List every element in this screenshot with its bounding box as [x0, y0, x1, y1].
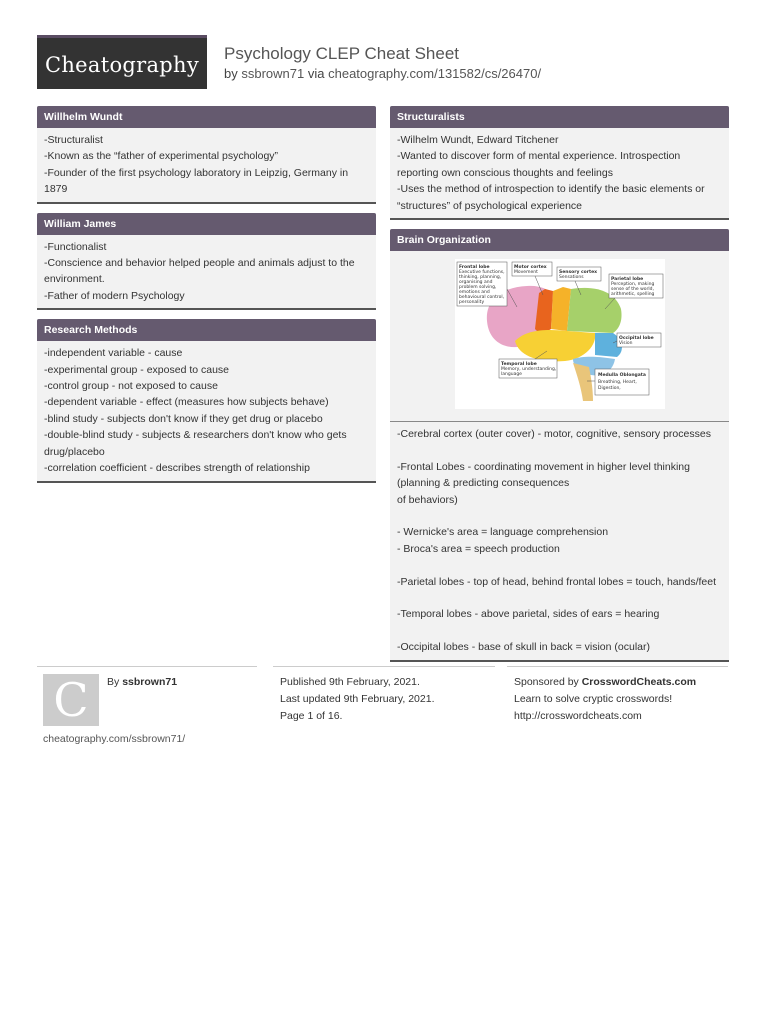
sheet-url-link[interactable]: cheatography.com/131582/cs/26470/ [328, 66, 542, 81]
page-title: Psychology CLEP Cheat Sheet [224, 44, 459, 63]
text-line: (planning & predicting consequences [397, 477, 570, 490]
sensory-cortex-title: Sensory cortex [558, 270, 597, 276]
text-line: - Broca's area = speech production [397, 542, 560, 555]
text-line: -Wanted to discover form of mental experience. Introspection [397, 150, 681, 163]
text-line: 1879 [44, 183, 68, 196]
spacer [397, 590, 722, 606]
section-body [390, 422, 729, 660]
motor-cortex-title: Motor cortex [513, 265, 547, 271]
spacer [397, 557, 722, 573]
text-line: -Functionalist [44, 240, 107, 253]
text-line: -Frontal Lobes - coordinating movement in higher level thinking [397, 460, 690, 473]
text-line: -independent variable - cause [44, 347, 183, 360]
frontal-lobe-desc: organising and [458, 280, 492, 286]
left-column [37, 106, 376, 492]
section-title: Willhelm Wundt [37, 106, 376, 128]
sponsor-tagline: Learn to solve cryptic crosswords! [514, 692, 673, 705]
footer-author [107, 676, 177, 688]
text-line: -correlation coefficient - describes strength of relationship [44, 462, 310, 475]
brain-diagram [455, 259, 665, 409]
text-line: -double-blind study - subjects & researchers don't know who gets [44, 429, 347, 442]
cheatography-logo[interactable] [37, 35, 207, 89]
frontal-lobe-title: Frontal lobe [458, 265, 490, 271]
author-url-link[interactable]: cheatography.com/ssbrown71/ [43, 733, 186, 745]
text-line: -control group - not exposed to cause [44, 380, 218, 393]
frontal-lobe-desc: Executive functions, [458, 270, 504, 276]
text-line: - Wernicke's area = language comprehension [397, 526, 609, 539]
text-line: -Conscience and behavior helped people and animals adjust to the [44, 257, 355, 270]
text-line: -Uses the method of introspection to identify the basic elements or [397, 183, 705, 196]
brain-image-frame [390, 251, 729, 422]
medulla-title: Medulla Oblongata [597, 373, 646, 379]
medulla-desc: Breathing, Heart, [597, 380, 637, 386]
text-line: -Cerebral cortex (outer cover) - motor, cognitive, sensory processes [397, 428, 711, 441]
text-line: of behaviors) [397, 493, 458, 506]
text-line: -experimental group - exposed to cause [44, 363, 230, 376]
sponsor-name[interactable]: CrosswordCheats.com [581, 676, 697, 688]
footer-divider [37, 666, 257, 667]
right-column [390, 106, 729, 671]
temporal-lobe-desc: language [500, 372, 522, 378]
by-label: By [107, 676, 120, 688]
avatar[interactable]: C [43, 674, 99, 726]
spacer [397, 623, 722, 639]
text-line: -blind study - subjects don't know if they get drug or placebo [44, 412, 323, 425]
logo-text: Cheatography [44, 53, 200, 77]
medulla-desc: Digestion, [597, 386, 621, 392]
section-james [37, 213, 376, 311]
section-title: Brain Organization [390, 229, 729, 251]
via-word: via [307, 66, 325, 81]
section-body [37, 341, 376, 480]
text-line: reporting own conscious thoughts and feelings [397, 166, 613, 179]
text-line: environment. [44, 273, 105, 286]
temporal-lobe-title: Temporal lobe [500, 362, 537, 368]
published-date: Published 9th February, 2021. [280, 676, 420, 688]
motor-cortex-desc: Movement [513, 270, 538, 276]
text-line: -dependent variable - effect (measures how subjects behave) [44, 396, 329, 409]
section-title: Research Methods [37, 319, 376, 341]
sponsored-label: Sponsored by [514, 676, 579, 688]
occipital-lobe-desc: Vision [618, 341, 632, 347]
text-line: -Wilhelm Wundt, Edward Titchener [397, 134, 559, 146]
sponsor-url-link[interactable]: http://crosswordcheats.com [514, 709, 642, 722]
publish-info [280, 674, 435, 724]
temporal-lobe-desc: Memory, understanding, [500, 367, 556, 373]
by-word: by [224, 66, 238, 81]
updated-date: Last updated 9th February, 2021. [280, 692, 435, 705]
page-number: Page 1 of 16. [280, 709, 343, 722]
parietal-lobe-desc: Perception, making [610, 282, 654, 288]
author-link[interactable]: ssbrown71 [122, 676, 178, 688]
section-title: William James [37, 213, 376, 235]
footer-divider [507, 666, 728, 667]
parietal-lobe-desc: sense of the world, [610, 287, 654, 293]
text-line: -Father of modern Psychology [44, 289, 185, 302]
frontal-lobe-desc: thinking, planning, [458, 275, 501, 281]
text-line: -Temporal lobes - above parietal, sides of ears = hearing [397, 608, 660, 621]
footer-divider [273, 666, 495, 667]
section-research-methods [37, 319, 376, 482]
section-brain-organization [390, 229, 729, 662]
spacer [397, 442, 722, 458]
sponsor-line [514, 674, 696, 691]
spacer [397, 508, 722, 524]
section-body [37, 235, 376, 309]
text-line: -Founder of the first psychology laboratory in Leipzig, Germany in [44, 166, 349, 179]
sensory-cortex-desc: Sensations [558, 275, 584, 281]
section-body [390, 128, 729, 218]
text-line: “structures” of psychological experience [397, 199, 583, 212]
occipital-lobe-title: Occipital lobe [618, 336, 654, 342]
byline [224, 66, 541, 81]
frontal-lobe-desc: emotions and [458, 290, 490, 296]
text-line: -Known as the “father of experimental psychology” [44, 150, 279, 163]
frontal-lobe-desc: problem solving, [458, 285, 496, 291]
frontal-lobe-desc: behavioural control, [458, 295, 504, 301]
section-structuralists [390, 106, 729, 220]
parietal-lobe-desc: arithmetic, spelling [610, 292, 654, 298]
section-title: Structuralists [390, 106, 729, 128]
author-link[interactable]: ssbrown71 [241, 66, 305, 81]
text-line: drug/placebo [44, 445, 105, 458]
parietal-lobe-title: Parietal lobe [610, 277, 643, 283]
text-line: -Structuralist [44, 134, 103, 146]
sponsor-info [514, 674, 696, 724]
section-body [37, 128, 376, 202]
frontal-lobe-desc: personality [458, 300, 484, 306]
text-line: -Occipital lobes - base of skull in back = vision (ocular) [397, 641, 650, 654]
section-wundt [37, 106, 376, 204]
text-line: -Parietal lobes - top of head, behind frontal lobes = touch, hands/feet [397, 575, 717, 588]
